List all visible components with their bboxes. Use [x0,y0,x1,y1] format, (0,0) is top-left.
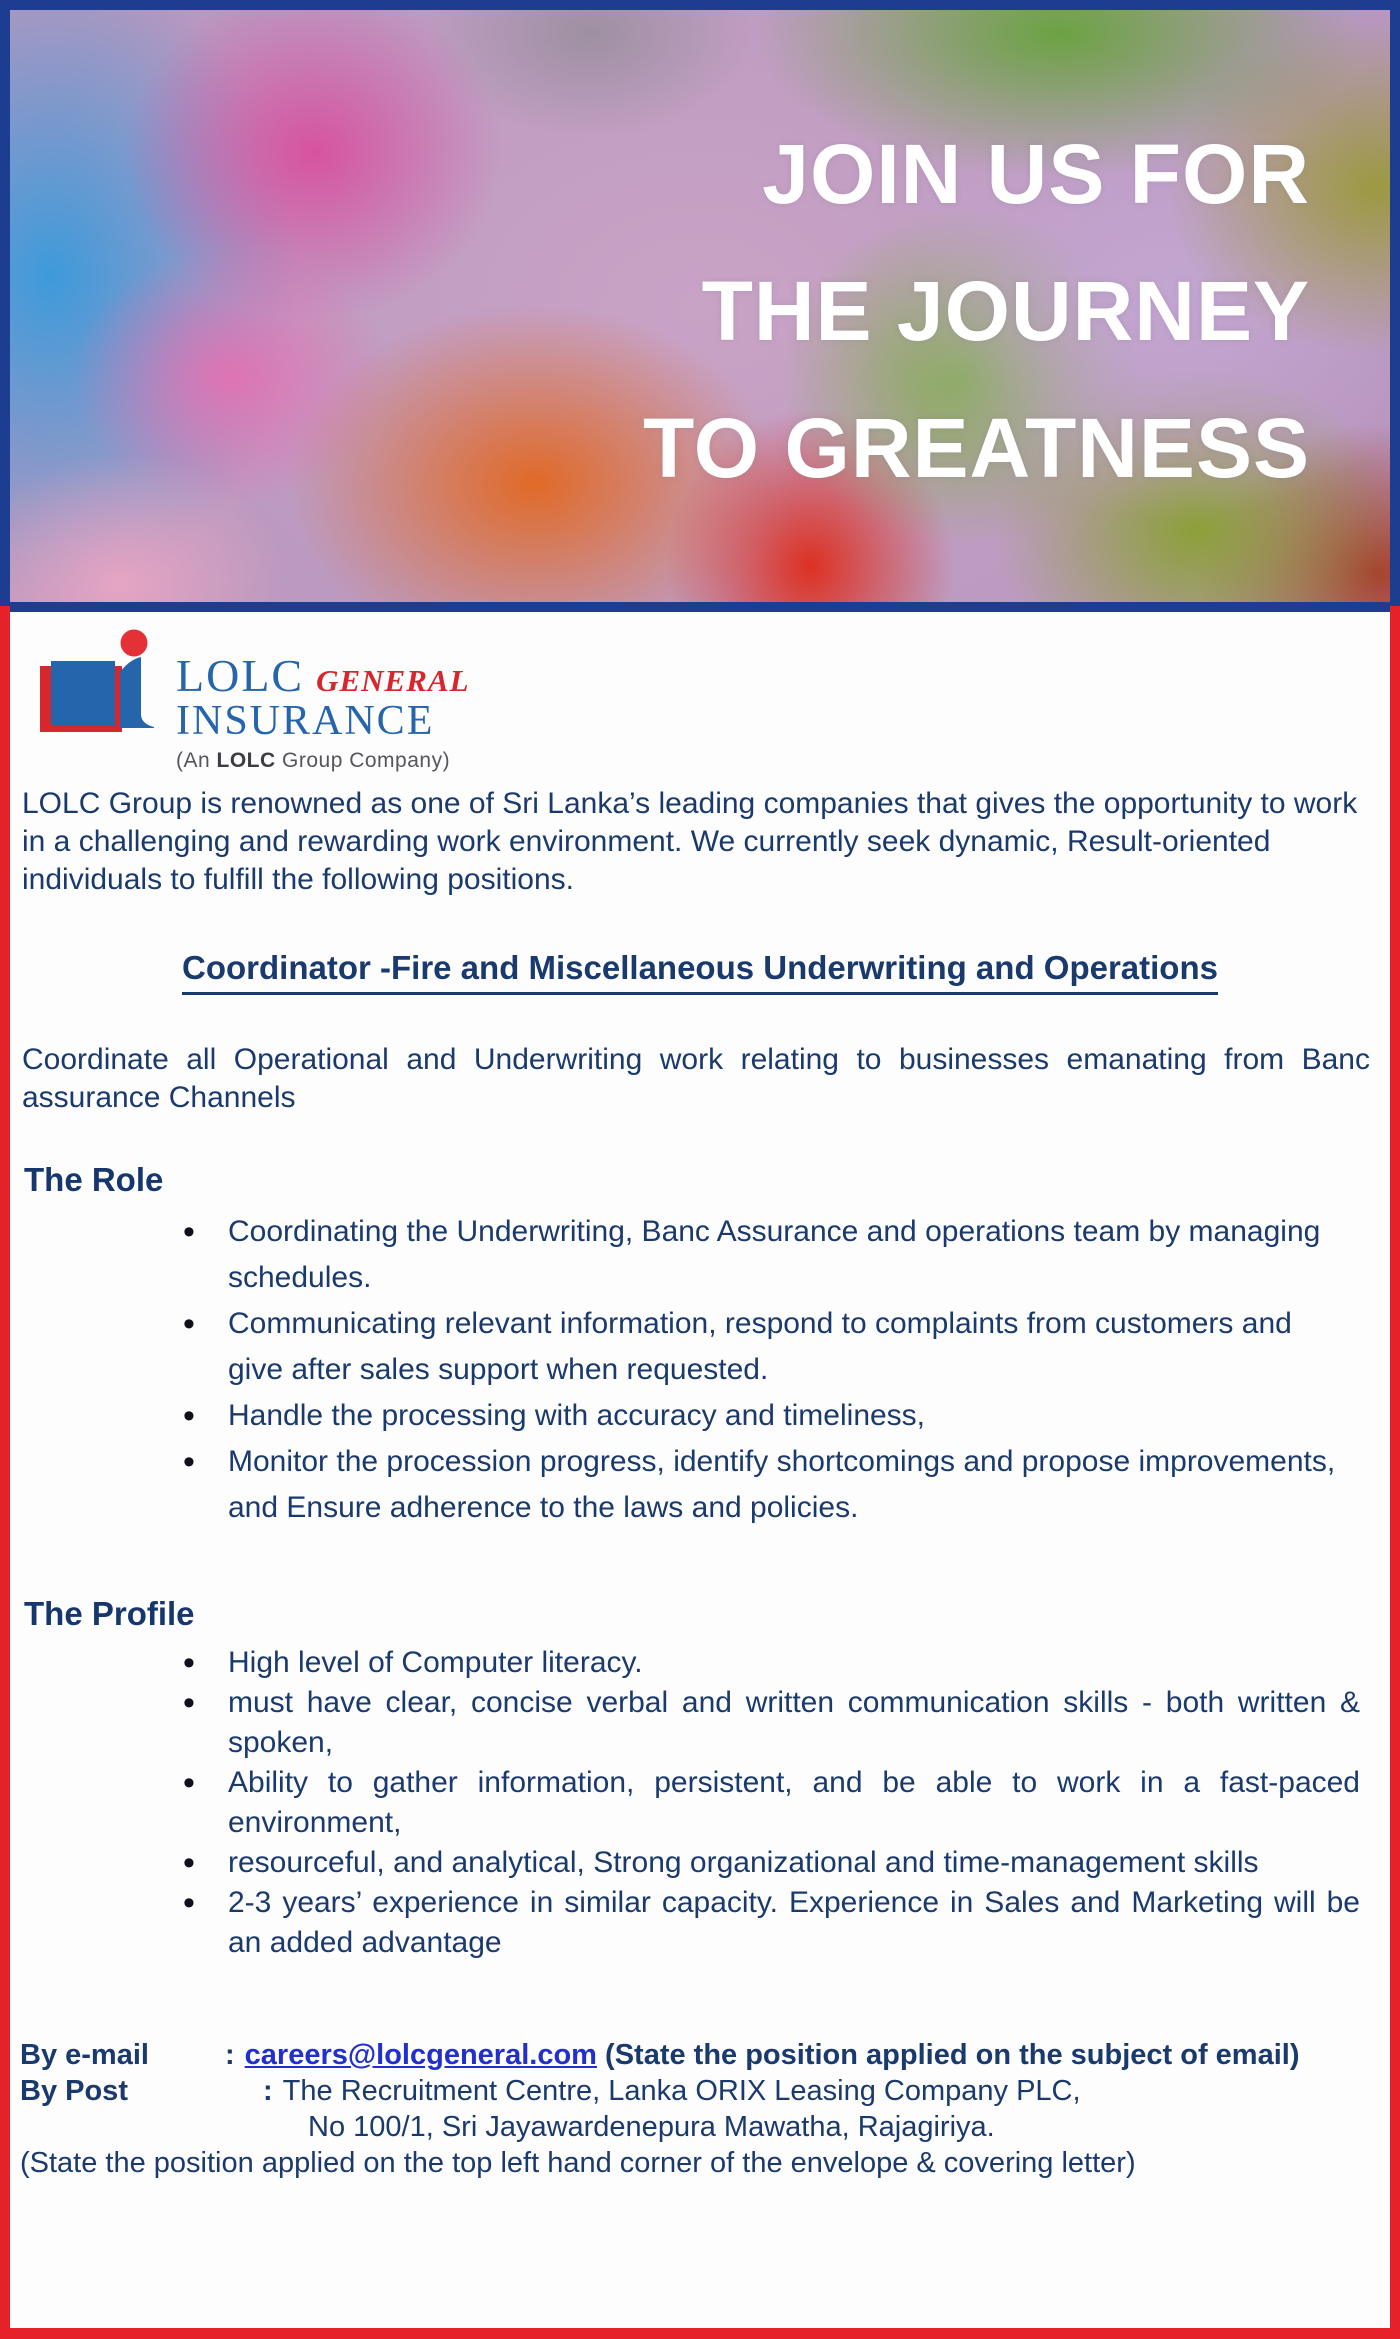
job-summary: Coordinate all Operational and Underwriting work relating to businesses emanating from Banc assurance Channels [22,1043,1370,1114]
profile-bullet-item: • 2-3 years’ experience in similar capacity. Experience in Sales and Marketing will be an added advantage [0,1883,1400,1963]
company-logo [34,628,1400,773]
role-bullet-item: • Monitor the procession progress, identify shortcomings and propose improvements, and Ensure adherence to the laws and policies. [0,1439,1400,1531]
red-frame-bottom [0,2328,1400,2339]
lolc-logo-icon [34,628,166,738]
section-heading-role: The Role [24,1161,164,1198]
job-title-wrap [0,949,1400,995]
post-colon: : [263,2075,273,2107]
profile-bullet-item: • resourceful, and analytical, Strong organizational and time-management skills [0,1843,1400,1883]
post-address-line1: The Recruitment Centre, Lanka ORIX Leasing Company PLC, [282,2075,1081,2107]
hero-title [643,106,1310,517]
post-label: By Post [20,2075,128,2107]
role-bullet-item: • Coordinating the Underwriting, Banc Assurance and operations team by managing schedules. [0,1209,1400,1301]
logo-tagline [176,749,470,773]
job-title: Coordinator -Fire and Miscellaneous Underwriting and Operations [182,949,1218,995]
red-frame-left [0,606,10,2339]
logo-tagline-bold: LOLC [216,749,276,772]
hero-title-line3: TO GREATNESS [643,401,1310,495]
logo-text-general: GENERAL [316,663,470,698]
logo-tagline-suffix: Group Company) [275,749,451,772]
logo-tagline-prefix: (An [176,749,217,772]
profile-bullet-item: • High level of Computer literacy. [0,1643,1400,1683]
hero-title-line1: JOIN US FOR [762,127,1310,221]
hero-title-line2: THE JOURNEY [701,264,1310,358]
logo-wordmark [176,650,470,773]
hero-banner [0,0,1400,612]
section-heading-profile: The Profile [24,1595,195,1632]
profile-bullet-item: • Ability to gather information, persistent, and be able to work in a fast-paced environment, [0,1763,1400,1843]
profile-bullet-list [0,1643,1400,1963]
role-bullet-item: • Communicating relevant information, respond to complaints from customers and give after sales support when requested. [0,1301,1400,1393]
contact-post-row [20,2073,1370,2109]
email-label: By e-mail [20,2039,149,2071]
logo-text-lolc: LOLC [176,650,305,701]
profile-bullet-item: • must have clear, concise verbal and written communication skills - both written & spoken, [0,1683,1400,1763]
red-frame-right [1390,606,1400,2339]
logo-text-insurance: INSURANCE [176,698,435,744]
email-link[interactable]: careers@lolcgeneral.com [244,2039,597,2071]
intro-paragraph: LOLC Group is renowned as one of Sri Lanka’s leading companies that gives the opportunity to work in a challenging and rewarding work environment. We currently seek dynamic, Result-oriented individuals to fulfill the following positions. [22,787,1358,896]
role-bullet-item: • Handle the processing with accuracy and timeliness, [0,1393,1400,1439]
email-colon: : [225,2039,235,2071]
role-bullet-list [0,1209,1400,1531]
contact-email-row [20,2037,1370,2073]
post-address-line2: No 100/1, Sri Jayawardenepura Mawatha, Rajagiriya. [308,2111,995,2143]
envelope-note: (State the position applied on the top left hand corner of the envelope & covering letter) [20,2147,1136,2179]
contact-block [20,2037,1370,2181]
email-note: (State the position applied on the subject of email) [605,2039,1300,2071]
